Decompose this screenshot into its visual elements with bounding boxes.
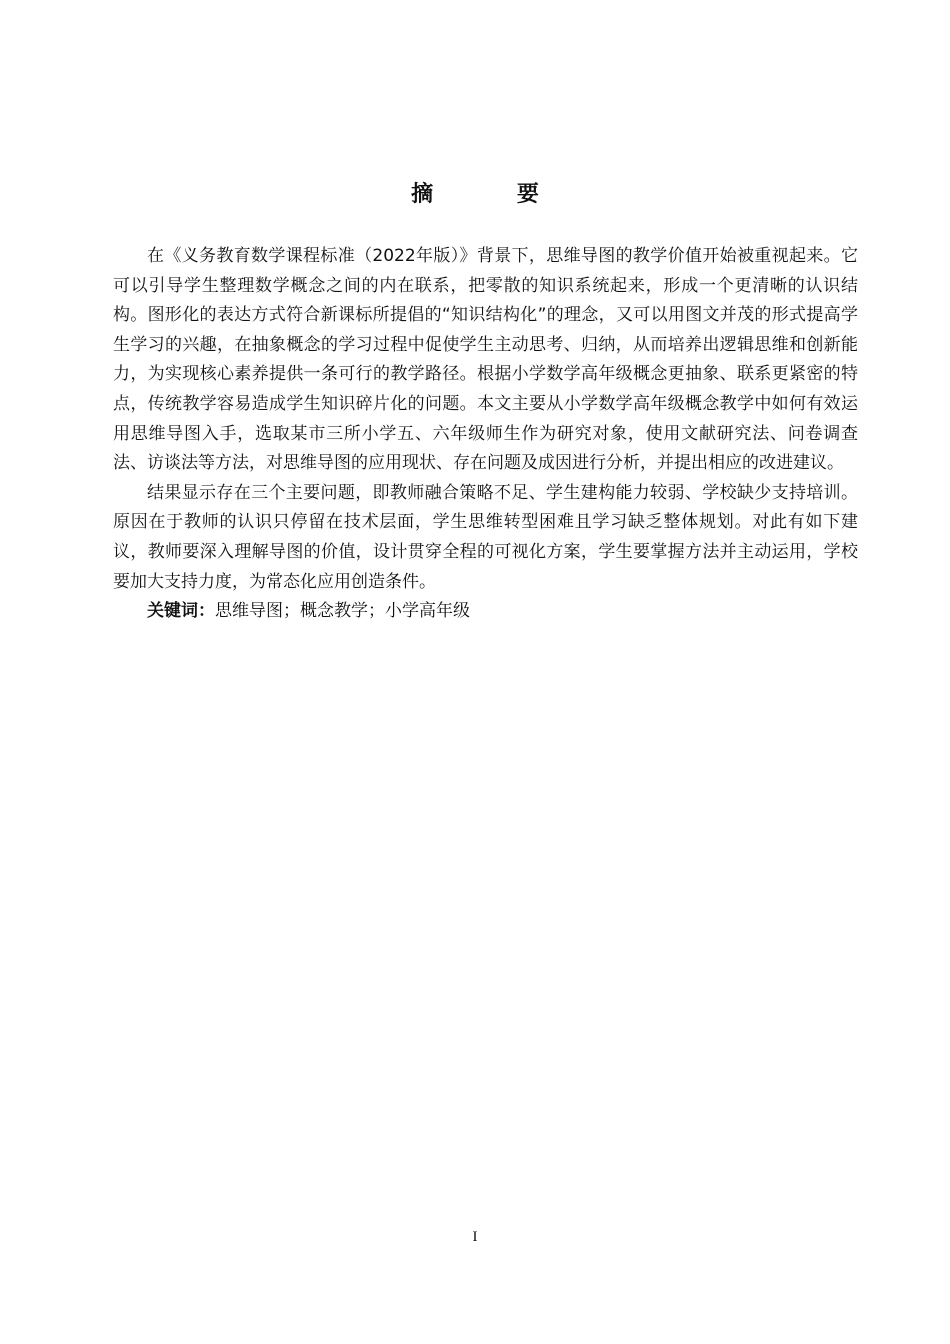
abstract-body [113,242,858,627]
keywords-line [113,597,858,627]
abstract-title: 摘 要 [411,182,577,207]
keywords-value: 思维导图；概念教学；小学高年级 [215,601,470,622]
keywords-label: 关键词： [147,601,215,622]
abstract-paragraph-2: 结果显示存在三个主要问题，即教师融合策略不足、学生建构能力较弱、学校缺少支持培训。原因在于教师的认识只停留在技术层面，学生思维转型困难且学习缺乏整体规划。对此有如下建议，教师要深入理解导图的价值，设计贯穿全程的可视化方案，学生要掌握方法并主动运用，学校要加大支持力度，为常态化应用创造条件。 [113,482,858,592]
abstract-paragraph-1: 在《义务教育数学课程标准（2022年版）》背景下，思维导图的教学价值开始被重视起来。它可以引导学生整理数学概念之间的内在联系，把零散的知识系统起来，形成一个更清晰的认识结构。图形化的表达方式符合新课标所提倡的“知识结构化”的理念，又可以用图文并茂的形式提高学生学习的兴趣，在抽象概念的学习过程中促使学生主动思考、归纳，从而培养出逻辑思维和创新能力，为实现核心素养提供一条可行的教学路径。根据小学数学高年级概念更抽象、联系更紧密的特点，传统教学容易造成学生知识碎片化的问题。本文主要从小学数学高年级概念教学中如何有效运用思维导图入手，选取某市三所小学五、六年级师生作为研究对象，使用文献研究法、问卷调查法、访谈法等方法，对思维导图的应用现状、存在问题及成因进行分析，并提出相应的改进建议。 [113,246,858,474]
page-number: I [472,1229,478,1245]
